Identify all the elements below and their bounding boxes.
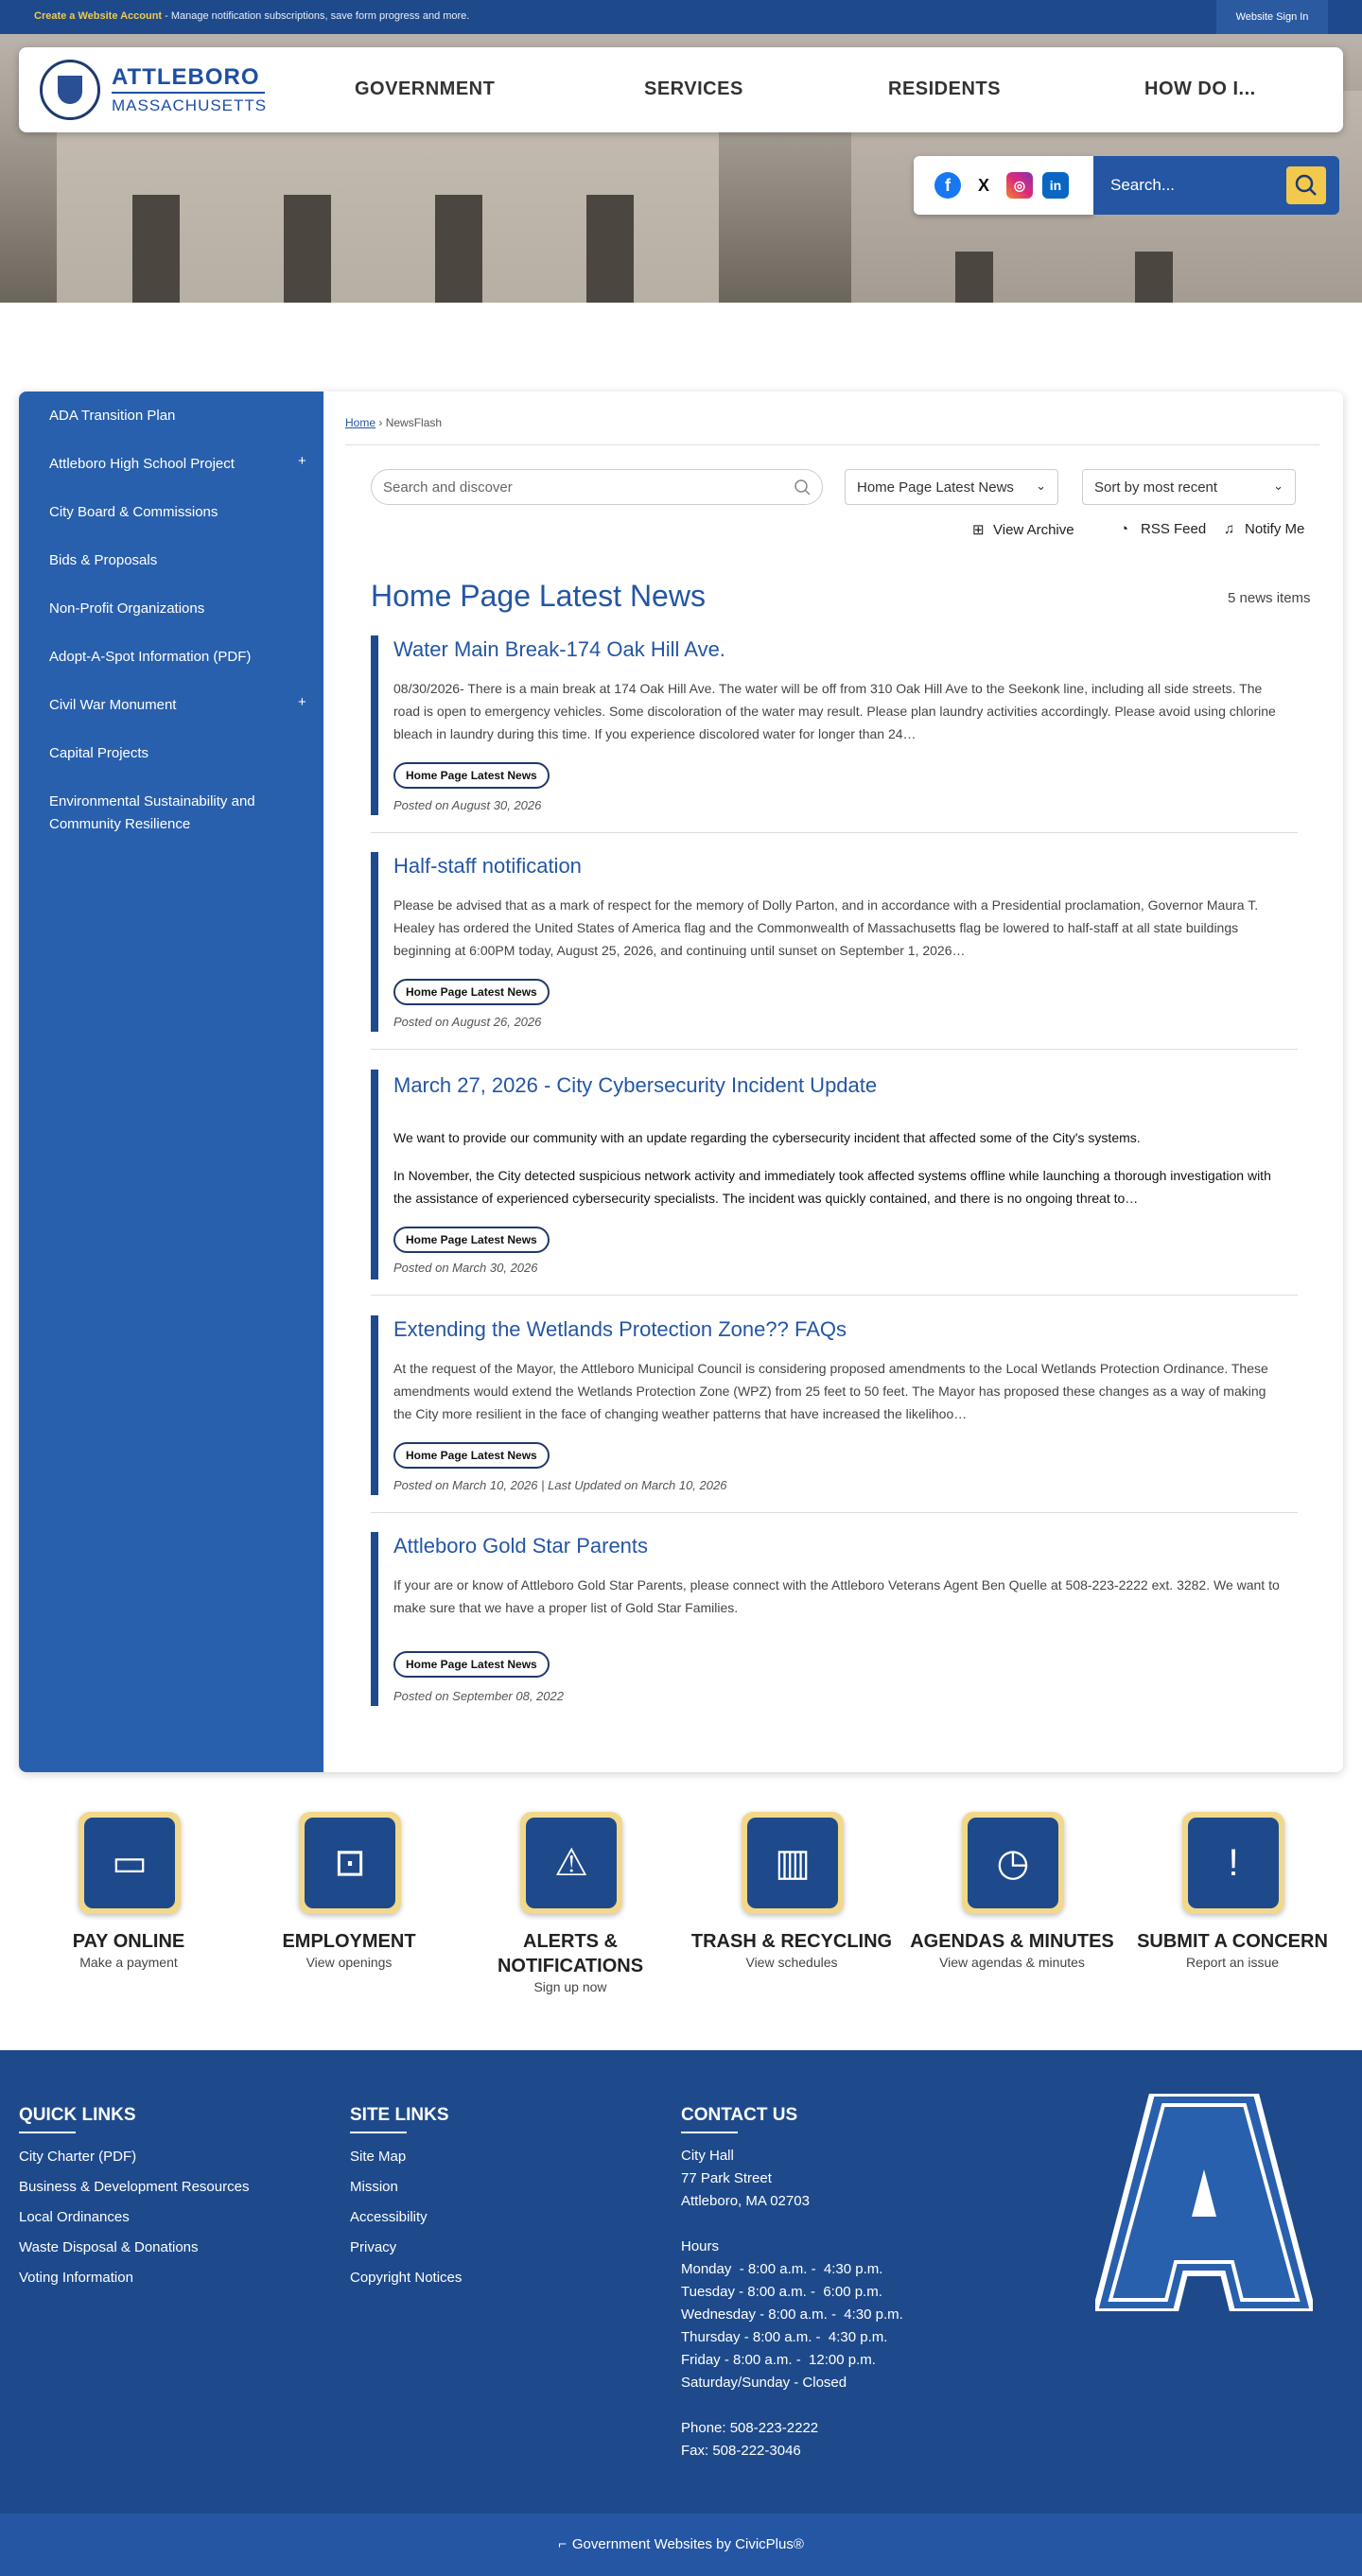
instagram-icon[interactable]: ◎	[1006, 172, 1033, 199]
create-account-link[interactable]: Create a Website Account	[34, 10, 163, 22]
footer-link[interactable]: Copyright Notices	[350, 2270, 463, 2286]
news-body: If your are or know of Attleboro Gold Star Parents, please connect with the Attleboro Veterans Agent Ben Quelle at 508-223-2222 ext. 3282. We want to make sure that we have a proper list of Gold Star Families.	[393, 1577, 1280, 1615]
news-category-tag[interactable]: Home Page Latest News	[393, 762, 550, 789]
news-item	[371, 635, 1343, 844]
notify-me-label: Notify Me	[1245, 521, 1305, 537]
logo-title: ATTLEBORO	[112, 64, 260, 90]
contact-details: City Hall 77 Park Street Attleboro, MA 02703 Hours Monday - 8:00 a.m. - 4:30 p.m. Tuesday - 8:00 a.m. - 6:00 p.m. Wednesday - 8:00 a.m. - 4:30 p.m. Thursday - 8:00 a.m. - 4:30 p.m. Friday - 8:00 a.m. - 12:00 p.m. Saturday/Sunday - Closed Phone: 508-223-2222 Fax: 508-222-3046	[681, 2148, 903, 2459]
tile-subtitle: View agendas & minutes	[939, 1955, 1085, 1970]
news-body: At the request of the Mayor, the Attleboro Municipal Council is considering proposed amendments to the Local Wetlands Protection Ordinance. These amendments would extend the Wetlands Protection Zone (WPZ) from 25 feet to 50 feet. The Mayor has proposed these changes as a way of making the City more resilient in the face of changing weather patterns that have increased the likelihoo…	[393, 1361, 1268, 1421]
news-count: 5 news items	[1228, 590, 1311, 606]
footer-link[interactable]: Business & Development Resources	[19, 2179, 250, 2195]
search-icon	[1286, 166, 1326, 204]
news-date: Posted on August 30, 2026	[393, 798, 542, 812]
main-nav	[19, 47, 1343, 132]
tile-label: TRASH & RECYCLING	[690, 1931, 893, 1952]
expand-icon[interactable]: +	[298, 453, 306, 469]
news-item	[371, 1315, 1343, 1523]
search-button[interactable]	[1286, 166, 1326, 204]
news-title[interactable]: Extending the Wetlands Protection Zone?? FAQs	[393, 1317, 847, 1341]
news-date: Posted on September 08, 2022	[393, 1689, 564, 1703]
news-accent-bar	[371, 1070, 378, 1279]
nav-residents[interactable]: RESIDENTS	[888, 78, 1001, 99]
archive-icon: ⊞	[972, 522, 985, 538]
notify-me-link[interactable]	[1224, 521, 1304, 537]
sidebar-item-ada[interactable]: ADA Transition Plan	[49, 408, 176, 424]
calendar-clock-icon: ◷	[968, 1818, 1058, 1908]
hero-window	[586, 195, 634, 303]
news-date: Posted on August 26, 2026	[393, 1015, 542, 1029]
news-item	[371, 852, 1343, 1060]
hero-window	[1135, 252, 1173, 303]
contact-heading: CONTACT US	[681, 2105, 798, 2125]
civicplus-icon: ⌐	[558, 2536, 567, 2552]
news-body: In November, the City detected suspicious network activity and immediately took affected systems offline while launching a thorough investigation with the assistance of experienced cybersecurity specialists. The incident was quickly contained, and there is no ongoing threat to…	[393, 1168, 1271, 1206]
sidebar-item-bids[interactable]: Bids & Proposals	[49, 552, 158, 568]
footer	[0, 2050, 1362, 2514]
footer-link[interactable]: City Charter (PDF)	[19, 2149, 137, 2165]
tile-label: AGENDAS & MINUTES	[910, 1931, 1114, 1952]
nav-services[interactable]: SERVICES	[644, 78, 743, 99]
bell-icon: ♫	[1224, 521, 1235, 537]
payment-card-icon: ▭	[84, 1818, 175, 1908]
footer-link[interactable]: Mission	[350, 2179, 398, 2195]
news-search-input[interactable]	[371, 469, 823, 505]
tile-subtitle: Make a payment	[79, 1955, 178, 1970]
tile-frame	[962, 1812, 1064, 1914]
news-body: 08/30/2026- There is a main break at 174 Oak Hill Ave. The water will be off from 310 Oak Hill Ave to the Seekonk line, including all side streets. The road is open to emergency vehicles. Some discoloration of the water may result. Please plan laundry activities accordingly. Please avoid using chlorine bleach in laundry during this time. If you experience discolored water for longer than 24…	[393, 681, 1276, 741]
divider	[345, 444, 1319, 445]
sidebar	[19, 392, 323, 1772]
tile-frame	[520, 1812, 622, 1914]
phone-alert-icon: ⚠	[526, 1818, 617, 1908]
news-accent-bar	[371, 852, 378, 1032]
hero-window	[284, 195, 331, 303]
tile-subtitle: View openings	[306, 1955, 393, 1970]
tile-label: SUBMIT A CONCERN	[1137, 1931, 1328, 1952]
sidebar-item-nonprofit[interactable]: Non-Profit Organizations	[49, 600, 205, 617]
breadcrumb: Home › NewsFlash	[345, 416, 443, 429]
city-seal-icon	[40, 60, 100, 120]
hero-window	[132, 195, 180, 303]
city-logo[interactable]	[30, 57, 276, 123]
news-category-tag[interactable]: Home Page Latest News	[393, 979, 550, 1005]
expand-icon[interactable]: +	[298, 694, 306, 710]
news-title[interactable]: Half-staff notification	[393, 854, 582, 878]
divider	[371, 832, 1298, 833]
rss-feed-label: RSS Feed	[1141, 521, 1207, 537]
sidebar-item-capital-projects[interactable]: Capital Projects	[49, 745, 149, 761]
tile-frame	[742, 1812, 844, 1914]
site-search-input[interactable]: Search...	[1110, 176, 1176, 194]
sidebar-item-adopt-a-spot[interactable]: Adopt-A-Spot Information (PDF)	[49, 649, 252, 665]
news-accent-bar	[371, 635, 378, 815]
footer-link[interactable]: Site Map	[350, 2149, 407, 2165]
divider	[371, 1295, 1298, 1296]
speech-alert-icon: !	[1188, 1818, 1279, 1908]
facebook-icon[interactable]: f	[934, 172, 961, 199]
sidebar-item-boards[interactable]: City Board & Commissions	[49, 504, 218, 520]
briefcase-icon: ⊡	[305, 1818, 395, 1908]
sort-value: Sort by most recent	[1094, 479, 1218, 496]
news-body: We want to provide our community with an update regarding the cybersecurity incident that affected some of the City's systems.	[393, 1130, 1141, 1145]
sidebar-item-environment[interactable]: Environmental Sustainability and Community Resilience	[49, 793, 255, 832]
footer-credit[interactable]	[0, 2514, 1362, 2576]
linkedin-icon[interactable]: in	[1042, 172, 1069, 199]
x-icon[interactable]: X	[977, 176, 989, 195]
nav-how-do-i[interactable]: HOW DO I...	[1144, 78, 1256, 99]
view-archive-link[interactable]	[972, 521, 1074, 538]
social-links	[914, 156, 1093, 215]
news-accent-bar	[371, 1315, 378, 1495]
site-search[interactable]	[1093, 156, 1339, 215]
tile-label: EMPLOYMENT	[282, 1931, 416, 1952]
news-date: Posted on March 10, 2026 | Last Updated on March 10, 2026	[393, 1478, 727, 1492]
footer-link[interactable]: Voting Information	[19, 2270, 133, 2286]
divider	[371, 1512, 1298, 1513]
news-item	[371, 1532, 1343, 1721]
logo-divider	[112, 92, 265, 94]
footer-link[interactable]: Waste Disposal & Donations	[19, 2239, 199, 2255]
hero-window	[955, 252, 993, 303]
divider	[371, 1049, 1298, 1050]
utility-bar	[0, 0, 1362, 34]
breadcrumb-home[interactable]: Home	[345, 416, 376, 429]
sidebar-item-civil-war[interactable]: Civil War Monument	[49, 697, 177, 713]
quick-links-heading: QUICK LINKS	[19, 2105, 136, 2125]
logo-subtitle: MASSACHUSETTS	[112, 96, 268, 114]
breadcrumb-current: NewsFlash	[385, 416, 443, 429]
tile-subtitle: Report an issue	[1185, 1955, 1280, 1970]
sidebar-item-high-school[interactable]: Attleboro High School Project	[49, 456, 235, 472]
footer-link[interactable]: Privacy	[350, 2239, 397, 2255]
newsflash-content	[323, 392, 1343, 1772]
tile-label: ALERTS & NOTIFICATIONS	[497, 1931, 644, 1976]
search-icon	[794, 479, 812, 497]
tile-subtitle: Sign up now	[533, 1979, 607, 1994]
footer-link[interactable]: Accessibility	[350, 2209, 428, 2225]
attleboro-a-logo	[1095, 2094, 1313, 2311]
tile-label: PAY ONLINE	[72, 1931, 185, 1952]
sort-select[interactable]	[1082, 469, 1296, 505]
news-date: Posted on March 30, 2026	[393, 1261, 538, 1275]
news-category-tag[interactable]: Home Page Latest News	[393, 1651, 550, 1678]
news-title[interactable]: Water Main Break-174 Oak Hill Ave.	[393, 637, 725, 661]
rss-feed-link[interactable]	[1120, 521, 1206, 537]
news-body: Please be advised that as a mark of respect for the memory of Dolly Parton, and in accordance with a Presidential proclamation, Governor Maura T. Healey has ordered the United States of America flag and the Commonwealth of Massachusetts flag be lowered to half-staff at all state buildings beginning at 6:00PM today, August 25, 2026, and continuing until sunset on September 1, 2026…	[393, 897, 1259, 958]
footer-link[interactable]: Local Ordinances	[19, 2209, 130, 2225]
page-title: Home Page Latest News	[371, 579, 706, 613]
site-links-heading: SITE LINKS	[350, 2105, 449, 2125]
credit-text: Government Websites by CivicPlus®	[571, 2536, 804, 2552]
news-title[interactable]: March 27, 2026 - City Cybersecurity Incident Update	[393, 1073, 878, 1097]
chevron-down-icon: ⌄	[1273, 479, 1283, 493]
hero-window	[435, 195, 482, 303]
account-message-text: - Manage notification subscriptions, save form progress and more.	[162, 10, 470, 22]
trash-icon: ▥	[747, 1818, 838, 1908]
category-value: Home Page Latest News	[857, 479, 1014, 496]
news-accent-bar	[371, 1532, 378, 1706]
main-content-card	[19, 392, 1343, 1772]
account-message	[34, 10, 469, 22]
nav-government[interactable]: GOVERNMENT	[355, 78, 496, 99]
rss-icon: ◔	[1120, 521, 1129, 537]
news-item	[371, 1070, 1343, 1317]
sign-in-button[interactable]: Website Sign In	[1216, 0, 1328, 34]
tile-frame	[79, 1812, 181, 1914]
view-archive-label: View Archive	[993, 522, 1074, 538]
chevron-down-icon: ⌄	[1036, 479, 1046, 493]
category-select[interactable]	[845, 469, 1058, 505]
news-category-tag[interactable]: Home Page Latest News	[393, 1227, 550, 1253]
tile-frame	[1182, 1812, 1284, 1914]
tile-frame	[299, 1812, 401, 1914]
news-title[interactable]: Attleboro Gold Star Parents	[393, 1534, 649, 1558]
tile-subtitle: View schedules	[745, 1955, 838, 1970]
news-search-placeholder: Search and discover	[383, 479, 513, 496]
news-category-tag[interactable]: Home Page Latest News	[393, 1442, 550, 1469]
